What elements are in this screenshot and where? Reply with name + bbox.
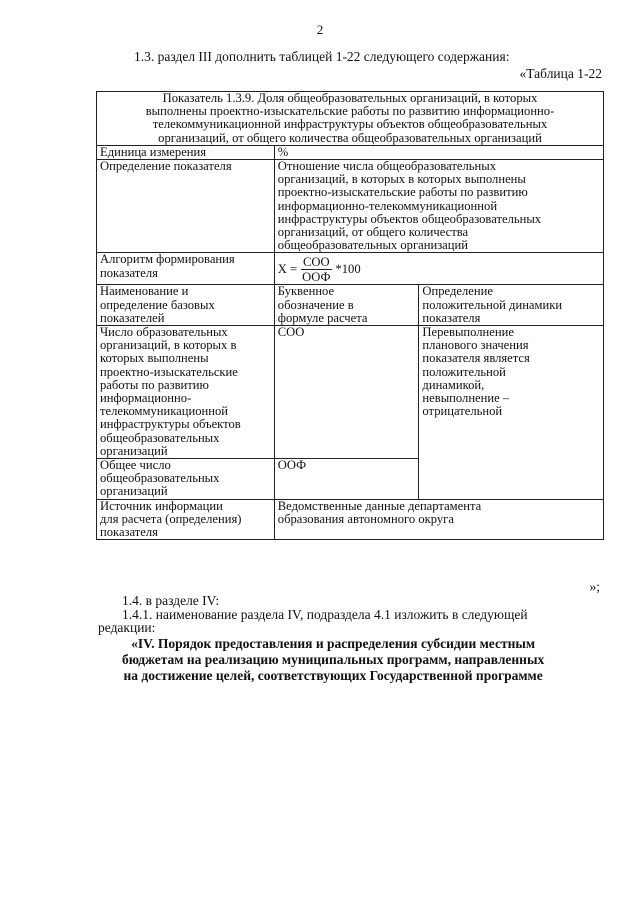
base1-name-line: информационно- xyxy=(100,391,192,406)
base-header-line: формуле расчета xyxy=(277,310,368,325)
indicator-title-cell xyxy=(97,92,604,146)
source-value-line: Ведомственные данные департамента xyxy=(277,498,482,513)
indicator-title-line: Показатель 1.3.9. Доля общеобразовательных организаций, в которых xyxy=(162,91,538,105)
algorithm-label xyxy=(97,253,275,285)
unit-row xyxy=(97,145,604,159)
section-heading-line: на достижение целей, соответствующих Государственной программе xyxy=(123,668,543,683)
closing-mark: »; xyxy=(589,579,600,594)
definition-line: общеобразовательных организаций xyxy=(277,238,468,253)
algorithm-label-line: показателя xyxy=(100,265,158,280)
base1-name-line: инфраструктуры объектов xyxy=(100,417,241,432)
base-header-line: положительной динамики xyxy=(422,297,563,312)
definition-line: организаций, в которых в которых выполнены xyxy=(277,172,526,187)
definition-value xyxy=(274,160,603,253)
algorithm-formula-cell xyxy=(274,253,603,285)
base-header-row xyxy=(97,285,604,326)
base-header-line: Буквенное xyxy=(277,284,335,299)
dynamics-line: невыполнение – xyxy=(422,391,510,406)
dynamics-line: отрицательной xyxy=(422,404,503,419)
base-header-line: показателей xyxy=(100,310,165,325)
base-header-line: Наименование и xyxy=(100,284,189,299)
indicator-table xyxy=(96,91,604,540)
definition-label: Определение показателя xyxy=(97,160,275,253)
base-header-dynamics xyxy=(419,285,604,326)
unit-value: % xyxy=(274,145,603,159)
source-value xyxy=(274,499,603,540)
base1-name-line: проектно-изыскательские xyxy=(100,364,238,379)
definition-line: Отношение числа общеобразовательных xyxy=(277,159,497,174)
formula-lhs: X = xyxy=(277,262,298,277)
source-label-line: Источник информации xyxy=(100,498,223,513)
base-indicator-row xyxy=(97,326,604,459)
section-1-4-1-continued: редакции: xyxy=(98,620,156,635)
base2-name-line: организаций xyxy=(100,484,168,499)
indicator-title-line: организаций, от общего количества общеобразовательных организаций xyxy=(158,130,542,145)
source-label-line: для расчета (определения) xyxy=(100,511,242,526)
base2-name-line: общеобразовательных xyxy=(100,471,220,486)
source-row xyxy=(97,499,604,540)
base1-symbol: СОО xyxy=(274,326,419,459)
base1-name-line: организаций, в которых в xyxy=(100,338,237,353)
unit-label: Единица измерения xyxy=(97,145,275,159)
base2-symbol: ООФ xyxy=(274,459,419,500)
base-header-line: определение базовых xyxy=(100,297,215,312)
definition-line: организаций, от общего количества xyxy=(277,225,469,240)
definition-row xyxy=(97,160,604,253)
dynamics-line: положительной xyxy=(422,364,506,379)
dynamics-line: показателя является xyxy=(422,351,530,366)
formula xyxy=(278,255,361,284)
formula-fraction xyxy=(300,255,332,284)
base1-name-line: которых выполнены xyxy=(100,351,209,366)
formula-numerator: СОО xyxy=(302,255,330,270)
base2-name xyxy=(97,459,275,500)
base-header-name xyxy=(97,285,275,326)
table-label: «Таблица 1-22 xyxy=(519,66,602,81)
indicator-title-line: выполнены проектно-изыскательские работы по развитию информационно- xyxy=(145,104,555,119)
dynamics-line: планового значения xyxy=(422,338,529,353)
section-heading-line: бюджетам на реализацию муниципальных программ, направленных xyxy=(122,652,545,667)
algorithm-label-line: Алгоритм формирования xyxy=(100,252,235,267)
page-number: 2 xyxy=(316,22,324,37)
section-heading xyxy=(122,636,544,684)
base1-name xyxy=(97,326,275,459)
section-heading-line: «IV. Порядок предоставления и распределения субсидии местным xyxy=(131,636,536,651)
formula-multiplier: *100 xyxy=(335,262,361,277)
definition-line: информационно-телекоммуникационной xyxy=(277,198,498,213)
section-1-4: 1.4. в разделе IV: xyxy=(122,593,220,608)
section-1-4-1: 1.4.1. наименование раздела IV, подраздела 4.1 изложить в следующей xyxy=(122,607,528,622)
base1-name-line: телекоммуникационной xyxy=(100,404,229,419)
base-header-line: показателя xyxy=(422,310,481,325)
base-header-line: обозначение в xyxy=(277,297,354,312)
intro-paragraph: 1.3. раздел III дополнить таблицей 1-22 следующего содержания: xyxy=(134,49,510,64)
base2-name-line: Общее число xyxy=(100,458,171,473)
source-label xyxy=(97,499,275,540)
base-dynamics xyxy=(419,326,604,500)
indicator-title-row xyxy=(97,92,604,146)
dynamics-line: Перевыполнение xyxy=(422,325,514,340)
base1-name-line: Число образовательных xyxy=(100,325,228,340)
definition-line: инфраструктуры объектов общеобразовательных xyxy=(277,211,542,226)
indicator-title-line: телекоммуникационной инфраструктуры объектов общеобразовательных xyxy=(152,117,548,132)
base1-name-line: работы по развитию xyxy=(100,377,209,392)
source-label-line: показателя xyxy=(100,525,158,540)
definition-line: проектно-изыскательские работы по развитию xyxy=(277,185,528,200)
dynamics-line: динамикой, xyxy=(422,377,485,392)
source-value-line: образования автономного округа xyxy=(277,511,454,526)
formula-denominator: ООФ xyxy=(302,270,331,285)
base1-name-line: организаций xyxy=(100,443,168,458)
base1-name-line: общеобразовательных xyxy=(100,430,220,445)
base-header-symbol xyxy=(274,285,419,326)
algorithm-row xyxy=(97,253,604,285)
base-header-line: Определение xyxy=(422,284,493,299)
